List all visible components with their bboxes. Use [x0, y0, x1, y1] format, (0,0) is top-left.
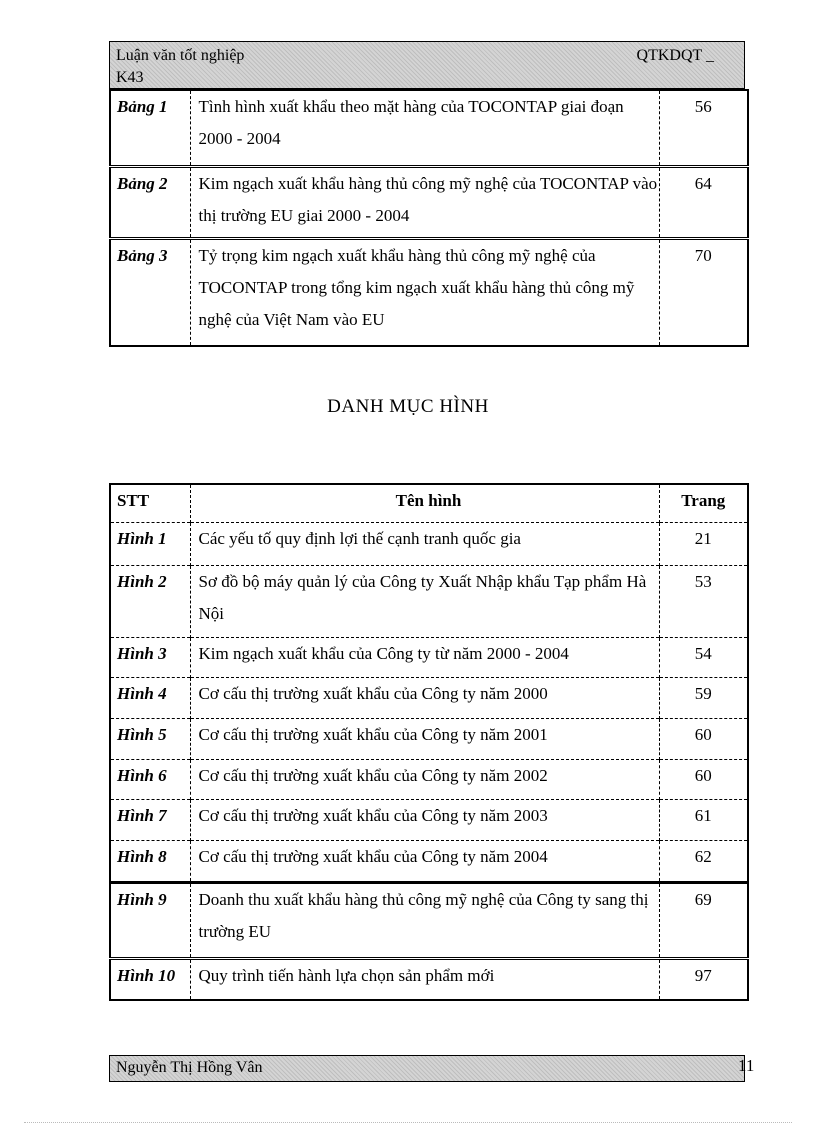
table-list — [109, 89, 749, 347]
row-label: Hình 6 — [110, 759, 190, 799]
row-label: Hình 1 — [110, 522, 190, 565]
row-title: Cơ cấu thị trường xuất khẩu của Công ty năm 2001 — [190, 718, 659, 759]
row-page: 62 — [659, 840, 748, 882]
page-footer — [109, 1055, 745, 1082]
page-header — [109, 41, 745, 89]
row-label: Bảng 2 — [110, 166, 190, 238]
row-page: 64 — [659, 166, 748, 238]
table-row — [110, 958, 748, 1000]
row-label: Hình 10 — [110, 958, 190, 1000]
row-label: Bảng 3 — [110, 238, 190, 346]
row-page: 69 — [659, 882, 748, 958]
table-row — [110, 799, 748, 840]
header-title: Luận văn tốt nghiệp — [116, 47, 245, 64]
row-label: Hình 9 — [110, 882, 190, 958]
row-title: Cơ cấu thị trường xuất khẩu của Công ty năm 2002 — [190, 759, 659, 799]
row-title: Cơ cấu thị trường xuất khẩu của Công ty năm 2003 — [190, 799, 659, 840]
row-label: Bảng 1 — [110, 90, 190, 166]
section-title: DANH MỤC HÌNH — [327, 396, 489, 417]
row-title: Kim ngạch xuất khẩu của Công ty từ năm 2000 - 2004 — [190, 637, 659, 677]
table-row — [110, 238, 748, 346]
header-course-code: QTKDQT _ — [636, 47, 714, 64]
row-page: 54 — [659, 637, 748, 677]
row-title: Kim ngạch xuất khẩu hàng thủ công mỹ nghệ của TOCONTAP vào thị trường EU giai 2000 - 2004 — [190, 166, 659, 238]
column-header-page: Trang — [659, 484, 748, 522]
row-title: Tình hình xuất khẩu theo mặt hàng của TOCONTAP giai đoạn 2000 - 2004 — [190, 90, 659, 166]
row-title: Quy trình tiến hành lựa chọn sản phẩm mới — [190, 958, 659, 1000]
row-page: 53 — [659, 565, 748, 637]
row-title: Cơ cấu thị trường xuất khẩu của Công ty năm 2004 — [190, 840, 659, 882]
column-header-stt: STT — [110, 484, 190, 522]
row-page: 21 — [659, 522, 748, 565]
footer-author: Nguyễn Thị Hồng Vân — [116, 1059, 263, 1076]
row-title: Sơ đồ bộ máy quản lý của Công ty Xuất Nhập khẩu Tạp phẩm Hà Nội — [190, 565, 659, 637]
header-course-code-cont: K43 — [116, 69, 144, 86]
table-row — [110, 759, 748, 799]
column-header-name: Tên hình — [190, 484, 659, 522]
row-title: Các yếu tố quy định lợi thế cạnh tranh quốc gia — [190, 522, 659, 565]
row-page: 70 — [659, 238, 748, 346]
table-row — [110, 565, 748, 637]
row-label: Hình 5 — [110, 718, 190, 759]
row-page: 56 — [659, 90, 748, 166]
row-label: Hình 2 — [110, 565, 190, 637]
table-row — [110, 718, 748, 759]
table-row — [110, 882, 748, 958]
row-title: Cơ cấu thị trường xuất khẩu của Công ty năm 2000 — [190, 677, 659, 718]
row-page: 59 — [659, 677, 748, 718]
row-label: Hình 3 — [110, 637, 190, 677]
row-page: 61 — [659, 799, 748, 840]
row-label: Hình 4 — [110, 677, 190, 718]
row-page: 60 — [659, 718, 748, 759]
row-label: Hình 7 — [110, 799, 190, 840]
table-row — [110, 637, 748, 677]
table-row — [110, 90, 748, 166]
table-row — [110, 166, 748, 238]
row-title: Doanh thu xuất khẩu hàng thủ công mỹ nghệ của Công ty sang thị trường EU — [190, 882, 659, 958]
row-page: 60 — [659, 759, 748, 799]
page-number: 11 — [738, 1056, 755, 1075]
row-page: 97 — [659, 958, 748, 1000]
table-row — [110, 840, 748, 882]
row-title: Tỷ trọng kim ngạch xuất khẩu hàng thủ công mỹ nghệ của TOCONTAP trong tổng kim ngạch xuất khẩu hàng thủ công mỹ nghệ của Việt Nam vào EU — [190, 238, 659, 346]
figure-list-table — [109, 483, 749, 1001]
row-label: Hình 8 — [110, 840, 190, 882]
table-row — [110, 522, 748, 565]
table-row — [110, 677, 748, 718]
table-header-row — [110, 484, 748, 522]
